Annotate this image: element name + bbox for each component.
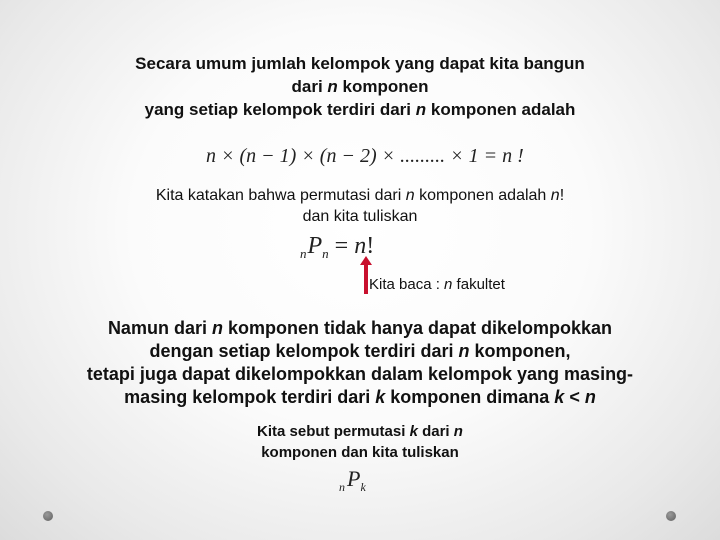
left-bullet-dot	[43, 511, 53, 521]
intro-line-3	[0, 98, 720, 121]
intro-text	[0, 52, 720, 121]
main-line-1-b: komponen tidak hanya dapat dikelompokkan	[222, 318, 613, 338]
intro-line-2-a: dari	[291, 77, 328, 96]
sub-line-1-a: Kita sebut permutasi	[257, 423, 410, 440]
intro-line-2-n: n	[327, 77, 338, 96]
pn-equals: =	[328, 233, 355, 259]
main-line-4-c: <	[564, 387, 585, 407]
statement-line-1	[0, 185, 720, 206]
main-line-4	[0, 386, 720, 409]
sub-line-1-b: dari	[417, 423, 454, 440]
intro-line-2	[0, 75, 720, 98]
statement-line-1-b: komponen adalah	[414, 187, 551, 204]
read-label-a: Kita baca :	[369, 276, 445, 293]
sub-line-1-n: n	[453, 423, 463, 440]
main-line-4-a: masing kelompok terdiri dari	[124, 387, 376, 407]
main-line-4-k2: k	[554, 387, 565, 407]
k-permutation-text	[0, 421, 720, 463]
right-bullet-dot	[666, 511, 676, 521]
main-line-2-a: dengan setiap kelompok terdiri dari	[149, 341, 459, 361]
intro-line-3-b: komponen adalah	[426, 100, 576, 119]
statement-line-1-n: n	[405, 187, 415, 204]
permutation-statement	[0, 185, 720, 227]
main-paragraph	[0, 317, 720, 409]
main-line-1-a: Namun dari	[107, 318, 212, 338]
intro-line-3-n: n	[415, 100, 427, 119]
statement-line-1-a: Kita katakan bahwa permutasi dari	[155, 187, 406, 204]
pk-symbol: P	[347, 466, 361, 491]
pn-subscript: n	[322, 246, 329, 261]
main-line-4-n: n	[584, 387, 596, 407]
main-line-2	[0, 340, 720, 363]
read-label-n: n	[444, 276, 453, 293]
pn-symbol: P	[307, 233, 323, 259]
pk-prefix: n	[339, 480, 345, 494]
read-label-b: fakultet	[452, 276, 505, 293]
statement-line-1-c: !	[559, 187, 565, 204]
main-line-1	[0, 317, 720, 340]
factorial-equation: n × (n − 1) × (n − 2) × ......... × 1 = n !	[206, 145, 524, 167]
sub-line-2: komponen dan kita tuliskan	[261, 444, 459, 461]
main-line-4-b: komponen dimana	[385, 387, 555, 407]
pn-n: n	[354, 233, 367, 259]
permutation-k-formula	[339, 466, 366, 492]
statement-line-1-n2: n	[550, 187, 560, 204]
statement-line-2: dan kita tuliskan	[302, 208, 418, 225]
intro-line-1	[0, 52, 720, 75]
intro-line-2-b: komponen	[337, 77, 429, 96]
main-line-2-b: komponen,	[469, 341, 571, 361]
read-as-label	[369, 276, 505, 293]
sub-line-1	[0, 421, 720, 442]
pn-factorial-sign: !	[366, 233, 375, 259]
sub-line-1-k: k	[409, 423, 418, 440]
intro-line-1-text: Secara umum jumlah kelompok yang dapat kita bangun	[135, 54, 585, 73]
main-line-3: tetapi juga dapat dikelompokkan dalam kelompok yang masing-	[86, 364, 634, 384]
pn-prefix: n	[300, 246, 307, 261]
pk-subscript: k	[360, 480, 366, 494]
main-line-1-n: n	[211, 318, 223, 338]
intro-line-3-a: yang setiap kelompok terdiri dari	[144, 100, 416, 119]
main-line-2-n: n	[458, 341, 470, 361]
main-line-4-k: k	[375, 387, 386, 407]
